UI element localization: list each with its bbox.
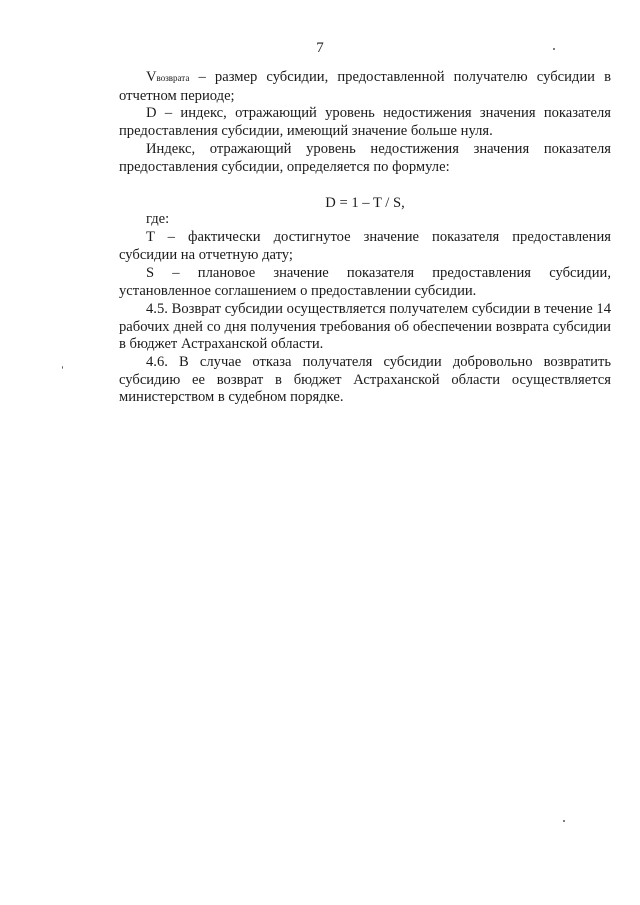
- scan-speck: [553, 48, 555, 50]
- paragraph-4-5: 4.5. Возврат субсидии осуществляется получателем субсидии в течение 14 рабочих дней со дня получения требования об обеспечении возврата субсидии в бюджет Астраханской области.: [119, 301, 611, 353]
- v-definition-text: – размер субсидии, предоставленной получателю субсидии в отчетном периоде;: [119, 69, 611, 104]
- paragraph-index-intro: Индекс, отражающий уровень недостижения значения показателя предоставления субсидии, определяется по формуле:: [119, 141, 611, 175]
- v-subscript: возврата: [156, 73, 190, 83]
- page-number: 7: [316, 40, 324, 56]
- paragraph-v-definition: [119, 69, 611, 105]
- where-label: где:: [146, 211, 170, 227]
- paragraph-s-definition: S – плановое значение показателя предоставления субсидии, установленное соглашением о предоставлении субсидии.: [119, 265, 611, 299]
- scan-speck: [563, 820, 565, 822]
- paragraph-t-definition: T – фактически достигнутое значение показателя предоставления субсидии на отчетную дату;: [119, 229, 611, 263]
- v-symbol: V: [146, 69, 157, 85]
- paragraph-d-definition: D – индекс, отражающий уровень недостижения значения показателя предоставления субсидии, имеющий значение больше нуля.: [119, 105, 611, 139]
- formula: D = 1 – T / S,: [325, 195, 405, 211]
- scan-speck: [62, 366, 63, 369]
- paragraph-4-6: 4.6. В случае отказа получателя субсидии добровольно возвратить субсидию ее возврат в бюджет Астраханской области осуществляется министерством в судебном порядке.: [119, 354, 611, 406]
